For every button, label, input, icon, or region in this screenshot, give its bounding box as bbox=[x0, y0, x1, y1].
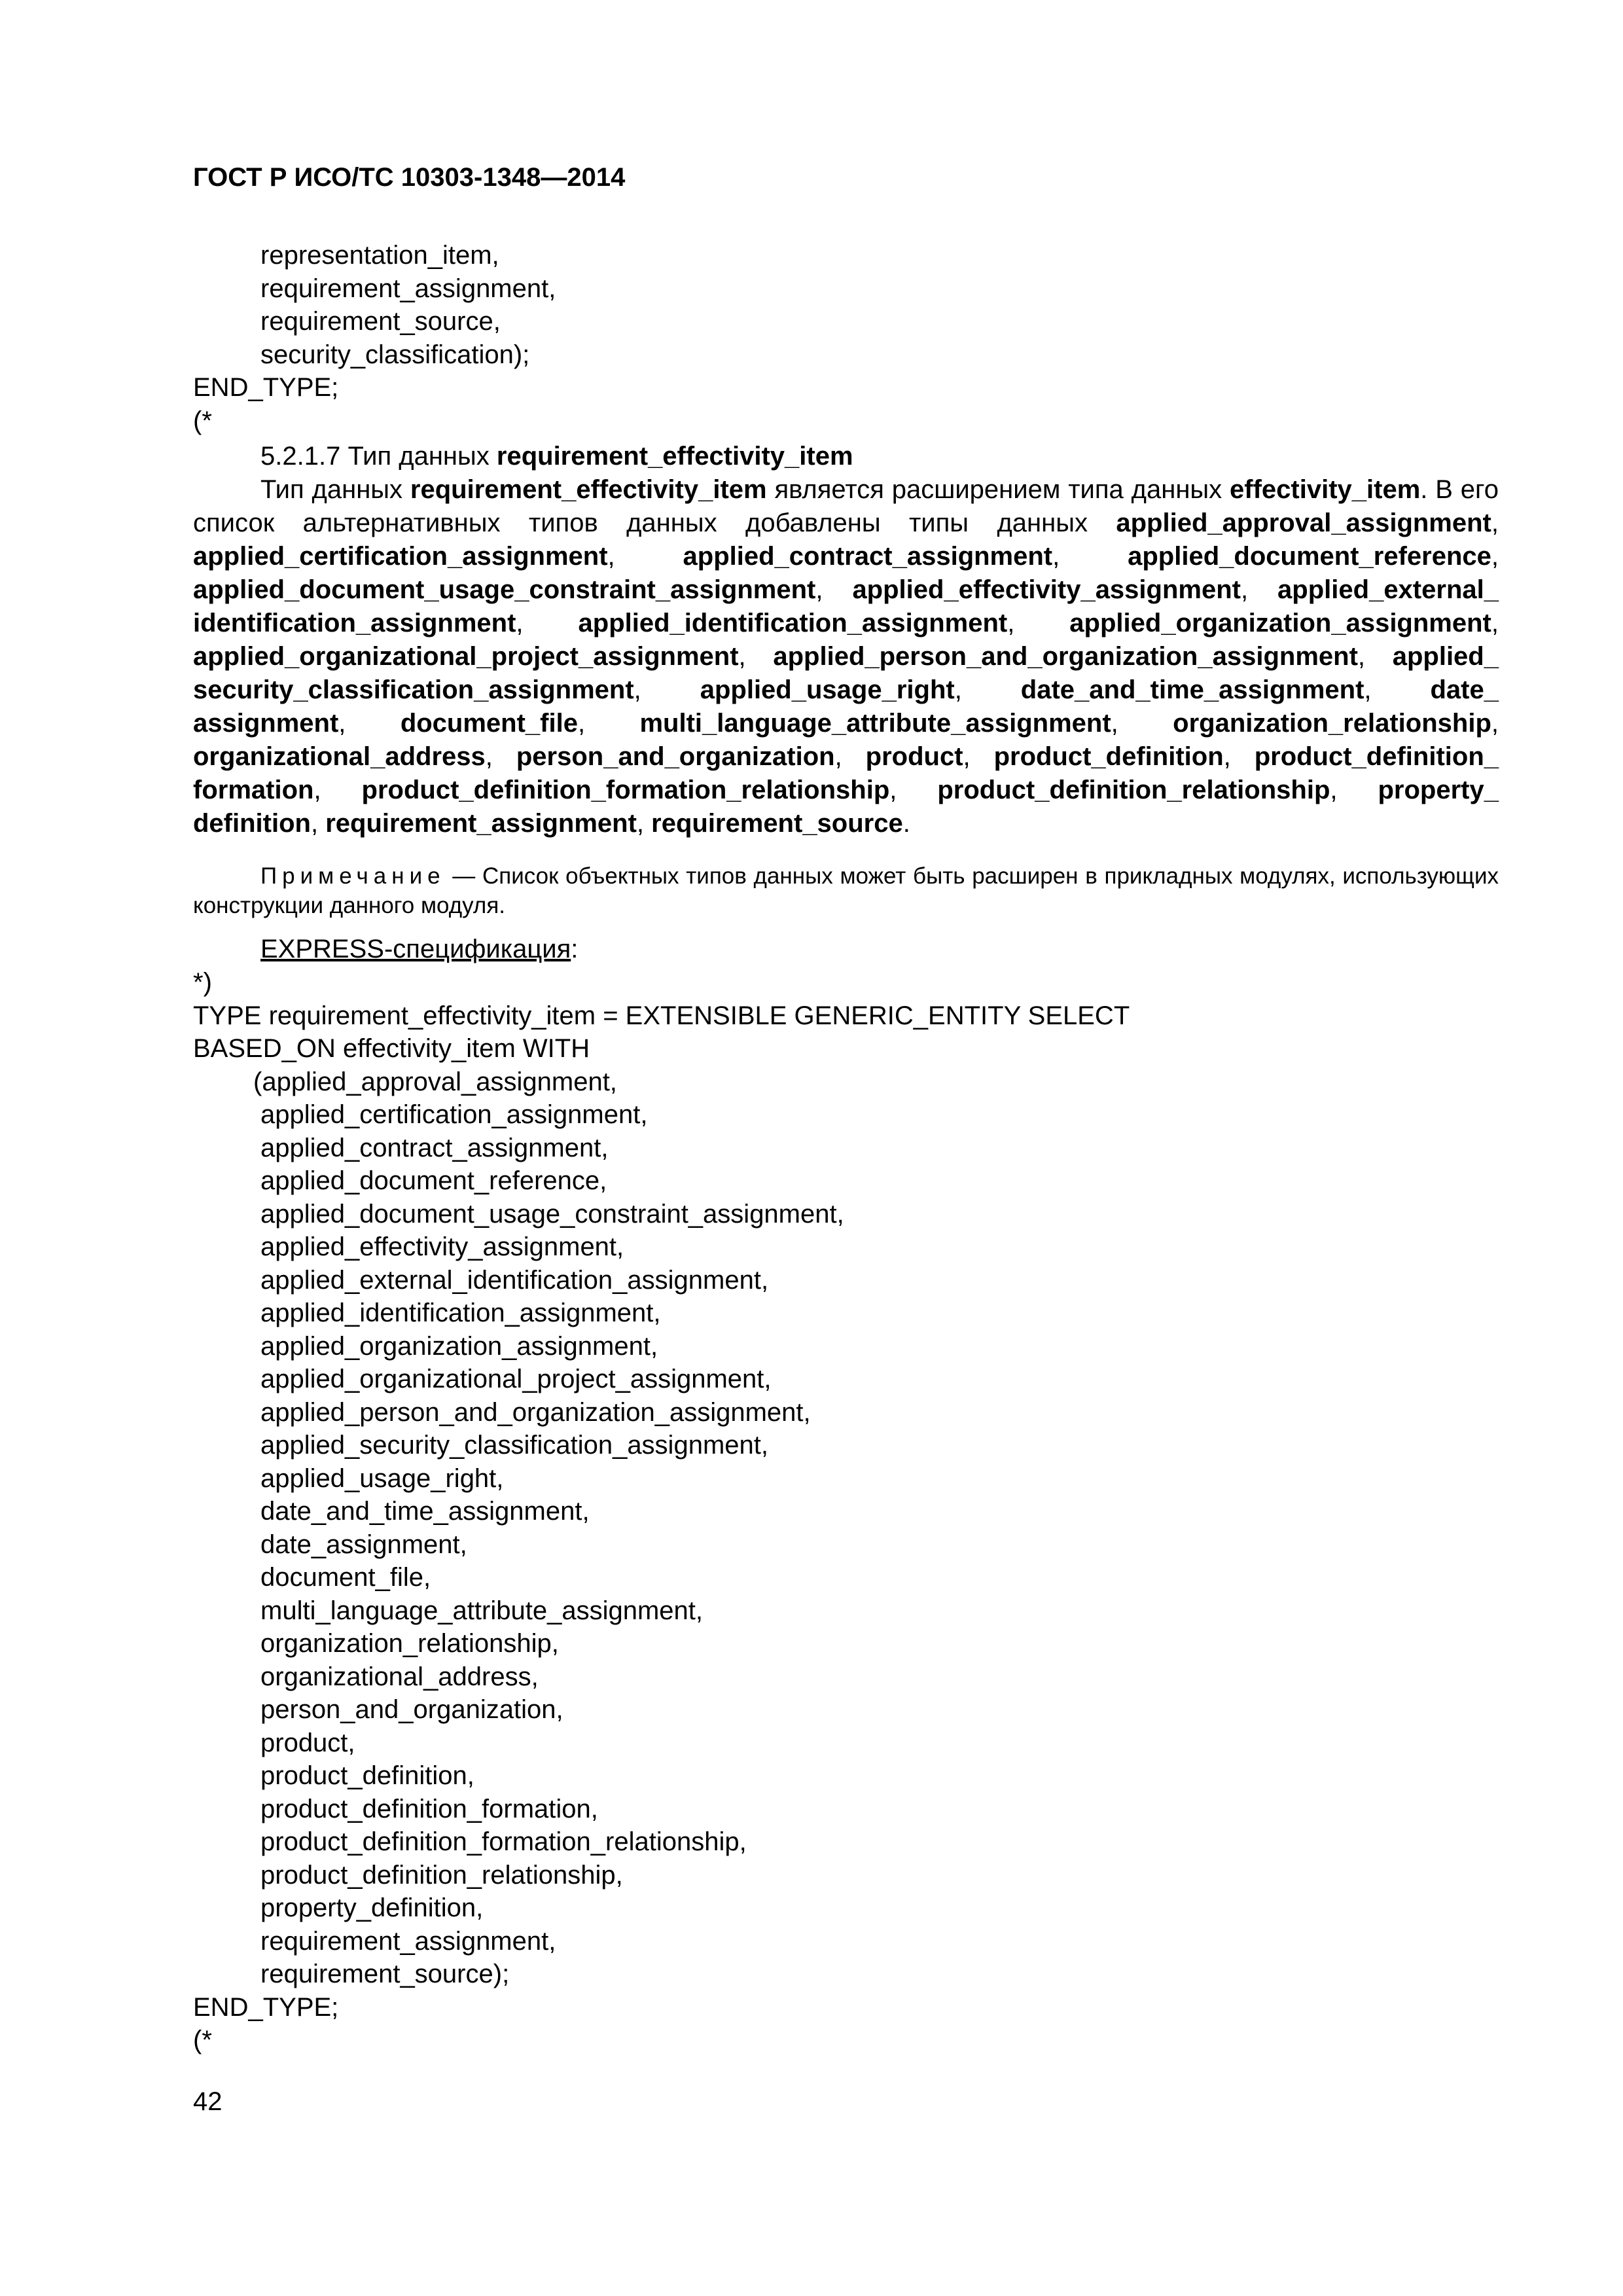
type-name: applied_organization_assignment bbox=[1069, 609, 1491, 637]
type-name: applied_person_and_organization_assignment bbox=[773, 642, 1358, 671]
text-run: , bbox=[577, 709, 640, 738]
text-run: , bbox=[1364, 675, 1431, 704]
text-run: , bbox=[1491, 709, 1499, 738]
type-name: date_and_time_assignment bbox=[1020, 675, 1364, 704]
text-run: , bbox=[310, 809, 326, 838]
code-select-item: applied_contract_assignment, bbox=[260, 1133, 609, 1162]
text-run: , bbox=[313, 776, 362, 804]
type-name: applied_certification_assignment bbox=[193, 542, 608, 571]
text-run: , bbox=[1223, 742, 1255, 771]
text-run: , bbox=[963, 742, 994, 771]
code-end-type: END_TYPE; bbox=[193, 373, 339, 402]
text-run: , bbox=[889, 776, 938, 804]
code-select-item: (applied_approval_assignment, bbox=[253, 1067, 617, 1096]
code-select-item: applied_certification_assignment, bbox=[260, 1100, 648, 1129]
text-run: . В его список альтернативных типов данных добавлены типы данных bbox=[193, 475, 1499, 537]
express-spec-title: EXPRESS-спецификация bbox=[260, 935, 571, 963]
text-run: , bbox=[1491, 609, 1499, 637]
type-name: requirement_source bbox=[651, 809, 903, 838]
code-select-item: product, bbox=[260, 1728, 355, 1757]
code-select-item: applied_security_classification_assignment, bbox=[260, 1431, 768, 1460]
text-run: , bbox=[1330, 776, 1378, 804]
section-title-prefix: Тип данных bbox=[348, 442, 490, 471]
text-run: , bbox=[815, 575, 853, 604]
code-select-item: applied_external_identification_assignment, bbox=[260, 1265, 769, 1295]
type-name: product_definition bbox=[993, 742, 1224, 771]
text-run: , bbox=[338, 709, 401, 738]
text-run: , bbox=[1357, 642, 1393, 671]
code-select-item: date_assignment, bbox=[260, 1530, 467, 1559]
code-select-item: product_definition_relationship, bbox=[260, 1860, 623, 1890]
code-select-item: multi_language_attribute_assignment, bbox=[260, 1596, 703, 1625]
code-based-on: BASED_ON effectivity_item WITH bbox=[193, 1034, 590, 1063]
code-select-item: applied_effectivity_assignment, bbox=[260, 1232, 624, 1261]
type-name: applied_identification_assignment bbox=[578, 609, 1008, 637]
text-run: , bbox=[1491, 509, 1499, 537]
section-number: 5.2.1.7 bbox=[260, 442, 341, 471]
code-select-item: applied_organizational_project_assignment, bbox=[260, 1365, 772, 1393]
code-select-item: applied_document_reference, bbox=[260, 1166, 607, 1195]
code-select-item: requirement_source); bbox=[260, 1960, 510, 1988]
note-text: — Список объектных типов данных может быть расширен в прикладных модулях, использующих конструкции данного модуля. bbox=[193, 863, 1499, 918]
code-end-type: END_TYPE; bbox=[193, 1992, 339, 2022]
type-name: person_and_organization bbox=[516, 742, 835, 771]
text-run: , bbox=[485, 742, 516, 771]
text-run: , bbox=[954, 675, 1021, 704]
code-comment-open: (* bbox=[193, 406, 212, 435]
text-run: , bbox=[636, 809, 652, 838]
section-title-type: requirement_effectivity_item bbox=[496, 442, 853, 471]
type-name: product bbox=[865, 742, 963, 771]
text-run: , bbox=[1491, 542, 1499, 571]
text-run: , bbox=[738, 642, 774, 671]
type-name: product_definition_relationship bbox=[937, 776, 1330, 804]
note-paragraph bbox=[193, 861, 1499, 920]
document-header: ГОСТ Р ИСО/ТС 10303-1348—2014 bbox=[193, 163, 626, 192]
text-run: , bbox=[1052, 542, 1128, 571]
top-code-block bbox=[193, 239, 1499, 437]
type-name: organizational_address bbox=[193, 742, 486, 771]
type-name: applied_document_usage_constraint_assignment bbox=[193, 575, 816, 604]
code-select-item: property_definition, bbox=[260, 1893, 484, 1922]
code-comment-open: (* bbox=[193, 2026, 212, 2054]
code-select-item: applied_document_usage_constraint_assignment, bbox=[260, 1199, 844, 1229]
type-name: multi_language_attribute_assignment bbox=[639, 709, 1111, 738]
type-name: applied_external_ identification_assignment bbox=[193, 575, 1499, 637]
code-select-item: person_and_organization, bbox=[260, 1695, 563, 1724]
text-run: , bbox=[516, 609, 579, 637]
type-name: product_definition_ formation bbox=[193, 742, 1499, 804]
note-label: Примечание bbox=[260, 863, 446, 889]
code-select-item: applied_person_and_organization_assignment, bbox=[260, 1397, 811, 1427]
code-select-item: applied_identification_assignment, bbox=[260, 1299, 661, 1327]
express-spec-colon: : bbox=[571, 935, 579, 963]
code-type-declaration: TYPE requirement_effectivity_item = EXTENSIBLE GENERIC_ENTITY SELECT bbox=[193, 1001, 1130, 1030]
code-line: representation_item, bbox=[260, 241, 499, 270]
code-select-item: organization_relationship, bbox=[260, 1629, 559, 1658]
type-name: applied_contract_assignment bbox=[683, 542, 1053, 571]
section-heading bbox=[260, 440, 853, 473]
code-comment-close: *) bbox=[193, 968, 212, 997]
type-name: applied_effectivity_assignment bbox=[852, 575, 1241, 604]
code-select-item: document_file, bbox=[260, 1563, 431, 1592]
type-name: requirement_effectivity_item bbox=[410, 475, 767, 504]
type-name: document_file bbox=[400, 709, 578, 738]
type-name: property_ definition bbox=[193, 776, 1499, 838]
type-name: product_definition_formation_relationship bbox=[361, 776, 890, 804]
code-select-item: organizational_address, bbox=[260, 1662, 539, 1691]
code-select-item: product_definition_formation_relationship, bbox=[260, 1827, 747, 1856]
code-line: security_classification); bbox=[260, 340, 530, 369]
type-name: date_ assignment bbox=[193, 675, 1499, 738]
code-select-item: applied_organization_assignment, bbox=[260, 1331, 658, 1361]
text-run: . bbox=[902, 809, 910, 838]
text-run: , bbox=[607, 542, 683, 571]
text-run: Тип данных bbox=[260, 475, 410, 504]
code-select-item: date_and_time_assignment, bbox=[260, 1497, 590, 1526]
text-run: является расширением типа данных bbox=[766, 475, 1230, 504]
code-select-item: requirement_assignment, bbox=[260, 1926, 556, 1956]
express-code-block bbox=[193, 966, 1499, 2057]
express-spec-label bbox=[260, 933, 578, 965]
body-paragraph bbox=[193, 473, 1499, 840]
type-name: effectivity_item bbox=[1230, 475, 1421, 504]
type-name: applied_document_reference bbox=[1128, 542, 1491, 571]
type-name: applied_organizational_project_assignment bbox=[193, 642, 739, 671]
code-select-item: product_definition, bbox=[260, 1761, 474, 1790]
type-name: applied_ security_classification_assignment bbox=[193, 642, 1499, 704]
type-name: requirement_assignment bbox=[325, 809, 637, 838]
type-name: applied_usage_right bbox=[700, 675, 955, 704]
type-name: organization_relationship bbox=[1173, 709, 1491, 738]
page-number: 42 bbox=[193, 2087, 223, 2116]
code-line: requirement_source, bbox=[260, 307, 501, 336]
text-run: , bbox=[1240, 575, 1278, 604]
text-run: , bbox=[633, 675, 700, 704]
code-line: requirement_assignment, bbox=[260, 274, 556, 303]
text-run: , bbox=[1007, 609, 1070, 637]
code-select-item: applied_usage_right, bbox=[260, 1463, 504, 1493]
text-run: , bbox=[834, 742, 866, 771]
type-name: applied_approval_assignment bbox=[1116, 509, 1491, 537]
text-run: , bbox=[1111, 709, 1173, 738]
code-select-item: product_definition_formation, bbox=[260, 1794, 598, 1823]
